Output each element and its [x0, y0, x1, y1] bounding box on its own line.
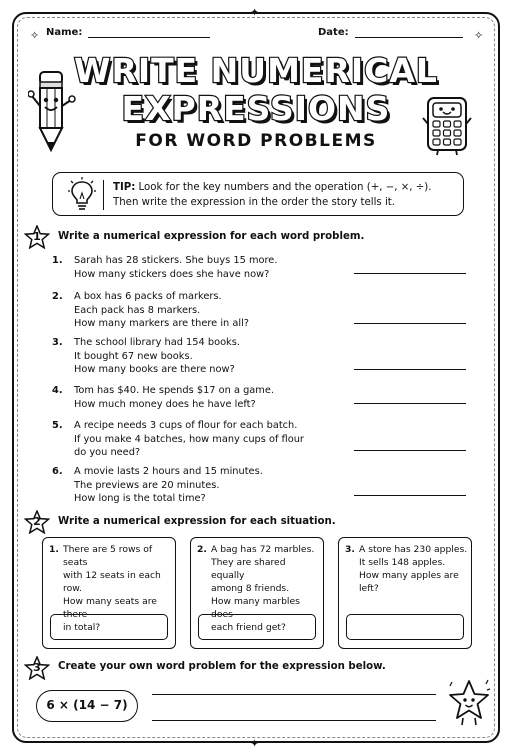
date-field[interactable] [318, 27, 463, 38]
problem-line: It bought 67 new books. [74, 350, 193, 362]
problem-line: How many books are there now? [74, 364, 235, 375]
tip-divider [103, 180, 104, 210]
calculator-character-icon [422, 94, 472, 156]
answer-box[interactable] [346, 614, 464, 640]
tip-line-1: Look for the key numbers and the operation (+, −, ×, ÷). [138, 182, 432, 193]
problem-line: If you make 4 batches, how many cups of flour [74, 433, 304, 445]
situation-box-2 [190, 537, 324, 649]
situation-box-1 [42, 537, 176, 649]
problem-number: 3. [52, 337, 63, 348]
situation-line: with 12 seats in each row. [63, 570, 161, 594]
situation-number: 1. [49, 544, 59, 555]
situation-line: each friend get? [211, 622, 286, 633]
section-1-number: 1 [33, 230, 41, 243]
page-subtitle: FOR WORD PROBLEMS [135, 131, 377, 151]
situation-text [359, 543, 469, 595]
section-2-badge [24, 510, 50, 534]
problem-text [74, 254, 344, 281]
problem-line: Each pack has 8 markers. [74, 304, 201, 316]
star-icon: ✦ [250, 6, 260, 19]
problem-text [74, 384, 344, 411]
lightbulb-icon [67, 177, 97, 211]
answer-line[interactable] [354, 273, 466, 274]
answer-box[interactable] [50, 614, 168, 640]
situation-line: How many apples are [359, 570, 459, 581]
problem-number: 6. [52, 466, 63, 477]
date-label: Date: [318, 27, 349, 38]
answer-line[interactable] [354, 403, 466, 404]
situation-line: How many marbles does [211, 596, 300, 620]
writing-line[interactable] [152, 694, 436, 695]
situation-box-3 [338, 537, 472, 649]
problem-line: The previews are 20 minutes. [74, 479, 220, 491]
section-1-title: Write a numerical expression for each word problem. [58, 231, 365, 242]
tip-text [113, 180, 459, 210]
section-3-title: Create your own word problem for the expression below. [58, 661, 386, 672]
problem-line: A movie lasts 2 hours and 15 minutes. [74, 466, 263, 477]
problem-text [74, 336, 344, 377]
problem-line: Tom has $40. He spends $17 on a game. [74, 385, 274, 396]
problem-number: 2. [52, 291, 63, 302]
situation-line: A bag has 72 marbles. [211, 544, 315, 555]
situation-line: It sells 148 apples. [359, 557, 446, 568]
writing-line[interactable] [152, 720, 436, 721]
star-character-icon [447, 678, 491, 728]
date-line[interactable] [355, 28, 463, 38]
star-icon: ✦ [250, 737, 260, 750]
title-line-2: EXPRESSIONS [121, 89, 391, 128]
problem-line: How many markers are there in all? [74, 318, 250, 329]
section-2-number: 2 [33, 515, 41, 528]
situation-number: 2. [197, 544, 207, 555]
tip-line-2: Then write the expression in the order the story tells it. [113, 197, 396, 208]
problem-number: 5. [52, 420, 63, 431]
answer-line[interactable] [354, 495, 466, 496]
problem-line: do you need? [74, 447, 141, 458]
situation-line: How many seats are there [63, 596, 157, 620]
answer-line[interactable] [354, 369, 466, 370]
title-line-1: WRITE NUMERICAL [74, 51, 438, 90]
problem-line: A recipe needs 3 cups of flour for each batch. [74, 420, 298, 431]
answer-line[interactable] [354, 450, 466, 451]
section-2-title: Write a numerical expression for each situation. [58, 516, 336, 527]
situation-line: A store has 230 apples. [359, 544, 468, 555]
expression-bubble: 6 × (14 − 7) [36, 690, 138, 722]
name-field[interactable] [46, 27, 210, 38]
star-icon: ✧ [474, 29, 484, 42]
section-3-badge [24, 656, 50, 680]
problem-text [74, 290, 344, 331]
situation-line: among 8 friends. [211, 583, 290, 594]
answer-line[interactable] [354, 323, 466, 324]
situation-line: There are 5 rows of seats [63, 544, 153, 568]
situation-number: 3. [345, 544, 355, 555]
problem-line: How long is the total time? [74, 493, 206, 504]
answer-box[interactable] [198, 614, 316, 640]
name-label: Name: [46, 27, 83, 38]
problem-line: The school library had 154 books. [74, 337, 240, 348]
section-1-badge [24, 225, 50, 249]
situation-line: in total? [63, 622, 101, 633]
name-line[interactable] [88, 28, 210, 38]
tip-box [52, 172, 464, 216]
problem-text [74, 465, 344, 506]
situation-line: left? [359, 583, 379, 594]
tip-label: TIP: [113, 182, 136, 193]
problem-line: How many stickers does she have now? [74, 268, 270, 280]
problem-text [74, 419, 344, 460]
problem-line: How much money does he have left? [74, 398, 256, 410]
problem-line: A box has 6 packs of markers. [74, 291, 222, 302]
problem-number: 4. [52, 385, 63, 396]
problem-line: Sarah has 28 stickers. She buys 15 more. [74, 255, 278, 266]
situation-line: They are shared equally [211, 557, 286, 581]
pencil-character-icon [28, 66, 76, 156]
problem-number: 1. [52, 255, 63, 266]
section-3-number: 3 [33, 661, 41, 674]
star-icon: ✧ [30, 29, 40, 42]
